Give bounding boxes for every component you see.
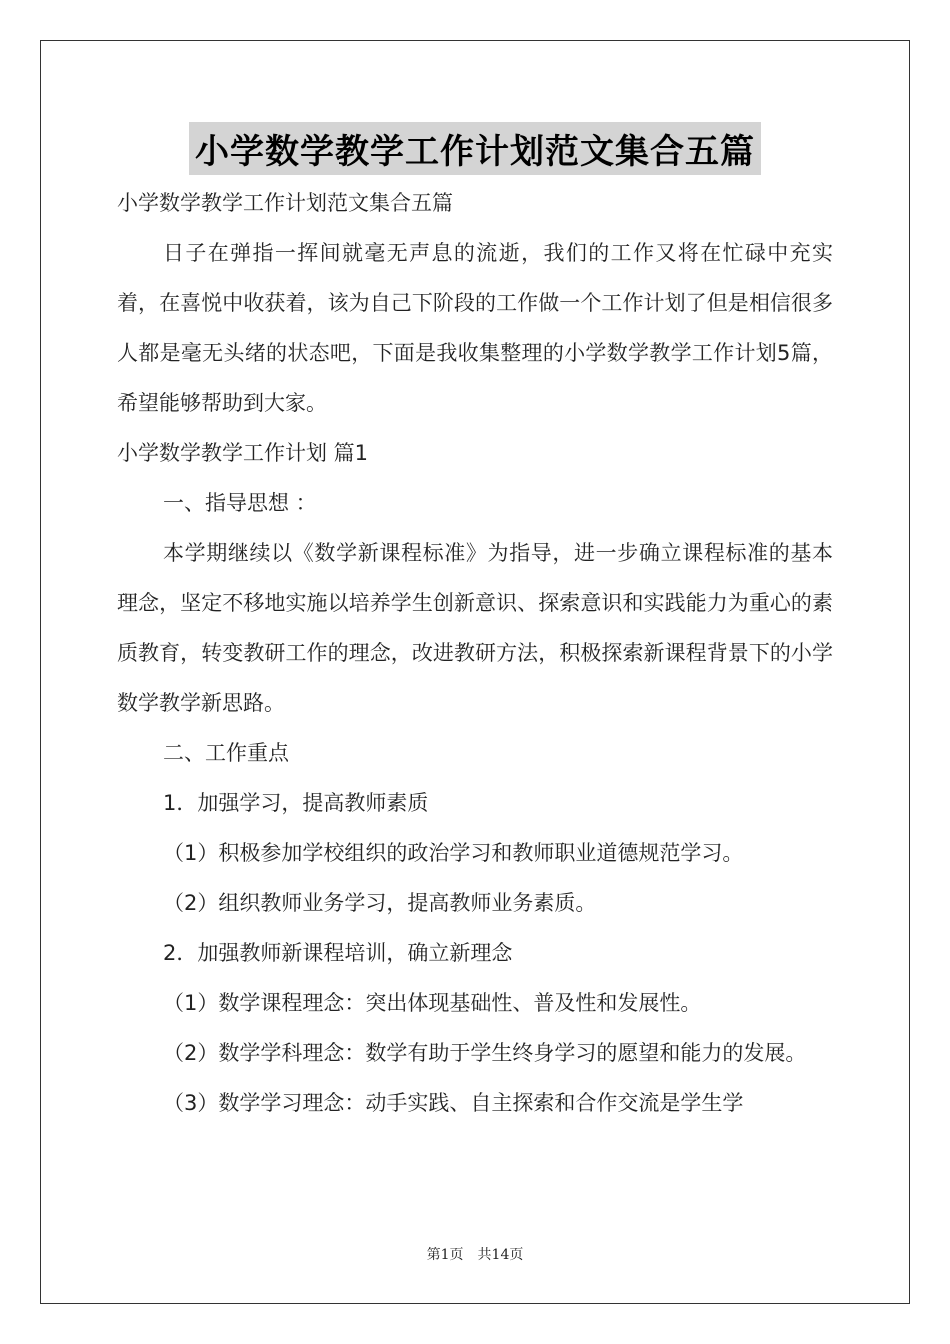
page-footer: 第1页 共14页 bbox=[426, 1247, 524, 1263]
title-container bbox=[0, 122, 950, 175]
list-item: （1）积极参加学校组织的政治学习和教师职业道德规范学习。 bbox=[163, 841, 744, 865]
list-item: （2）数学学科理念：数学有助于学生终身学习的愿望和能力的发展。 bbox=[163, 1041, 807, 1065]
list-item: 2．加强教师新课程培训，确立新理念 bbox=[163, 941, 513, 965]
document-body bbox=[117, 178, 833, 1128]
guiding-ideology-paragraph: 本学期继续以《数学新课程标准》为指导，进一步确立课程标准的基本理念，坚定不移地实施以培养学生创新意识、探索意识和实践能力为重心的素质教育，转变教研工作的理念，改进教研方法，积极探索新课程背景下的小学数学教学新思路。 bbox=[117, 541, 833, 715]
list-item: （3）数学学习理念：动手实践、自主探索和合作交流是学生学 bbox=[163, 1091, 744, 1115]
intro-paragraph: 日子在弹指一挥间就毫无声息的流逝，我们的工作又将在忙碌中充实着，在喜悦中收获着，该为自己下阶段的工作做一个工作计划了但是相信很多人都是毫无头绪的状态吧，下面是我收集整理的小学数学教学工作计划5篇，希望能够帮助到大家。 bbox=[117, 241, 833, 415]
list-item: （1）数学课程理念：突出体现基础性、普及性和发展性。 bbox=[163, 991, 702, 1015]
list-item: （2）组织教师业务学习，提高教师业务素质。 bbox=[163, 891, 597, 915]
heading-work-focus: 二、工作重点 bbox=[163, 741, 289, 765]
list-item: 1．加强学习，提高教师素质 bbox=[163, 791, 429, 815]
document-title: 小学数学教学工作计划范文集合五篇 bbox=[189, 122, 761, 175]
heading-guiding-ideology: 一、指导思想 ： bbox=[163, 491, 317, 515]
section-heading: 小学数学教学工作计划 篇1 bbox=[117, 441, 369, 465]
subtitle: 小学数学教学工作计划范文集合五篇 bbox=[117, 191, 453, 215]
